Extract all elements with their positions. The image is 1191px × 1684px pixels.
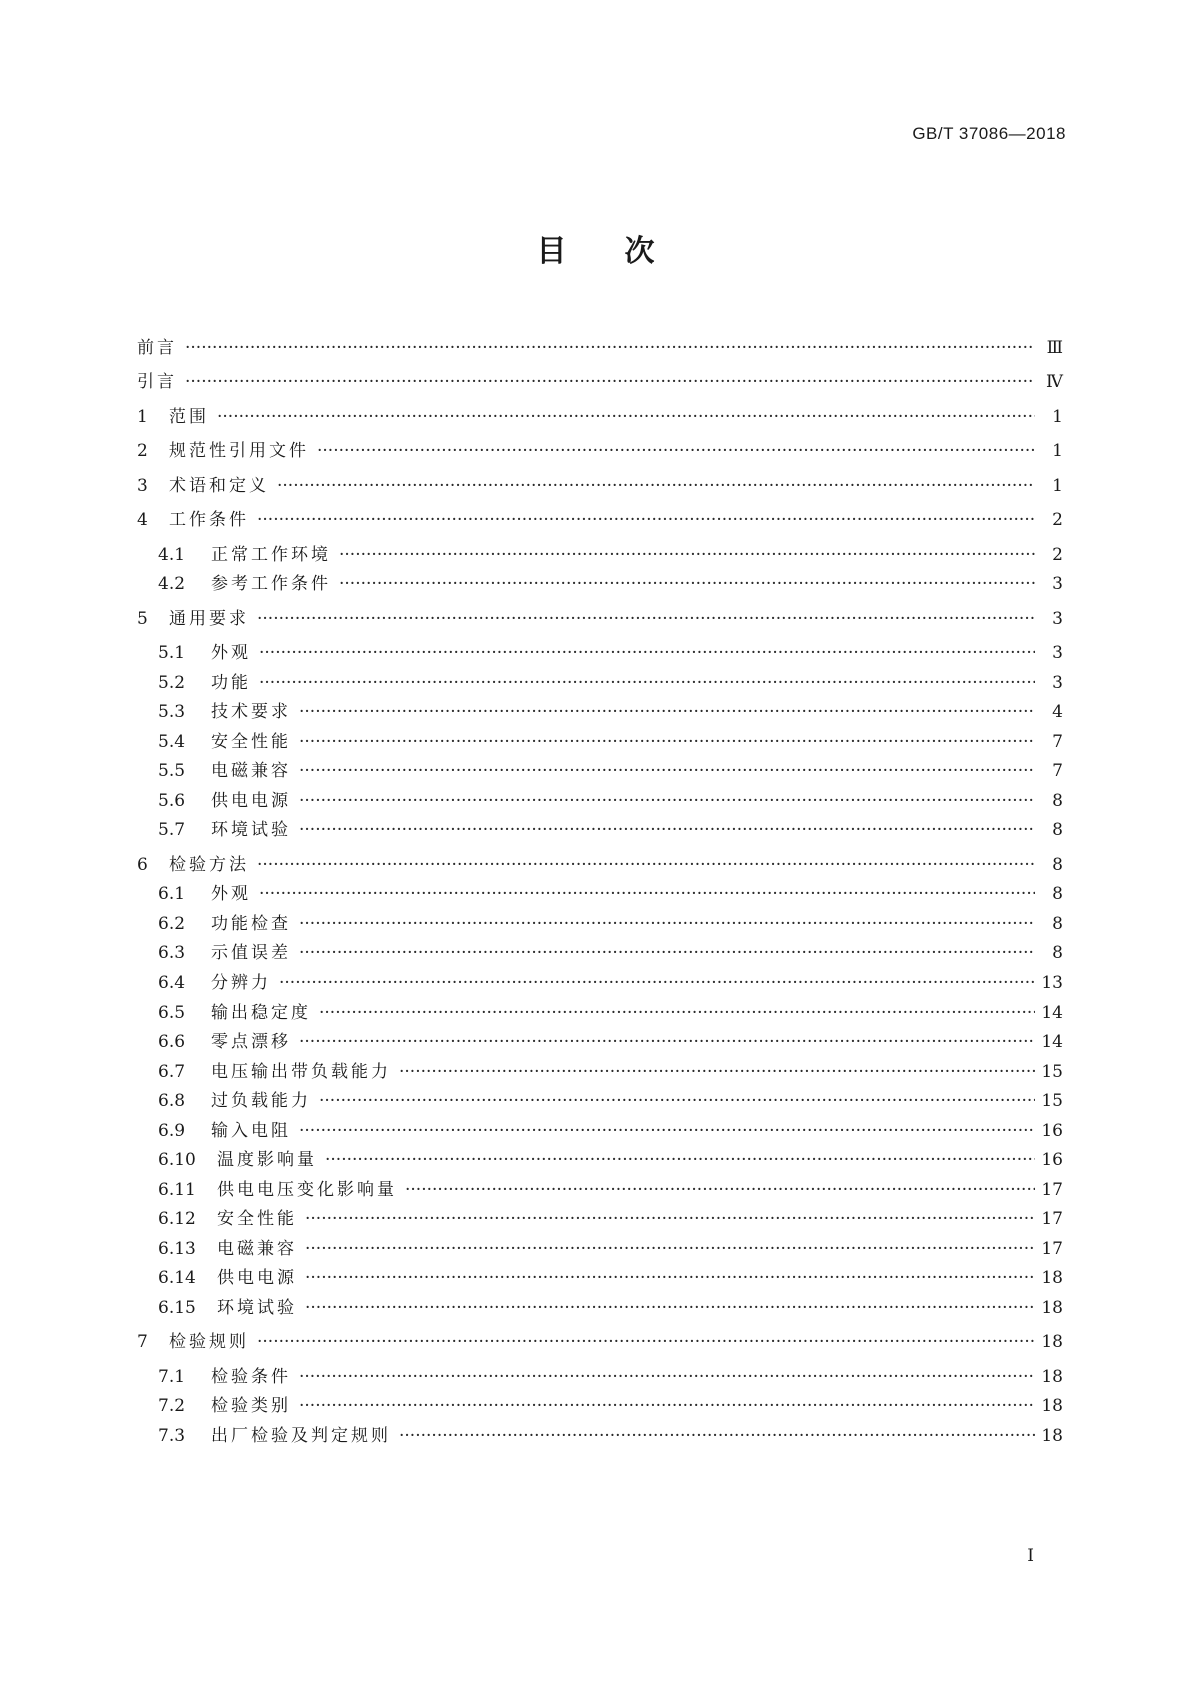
- toc-entry-page: 8: [1052, 914, 1063, 934]
- toc-entry[interactable]: [137, 436, 1063, 466]
- toc-entry-number: 6.10: [158, 1150, 196, 1170]
- toc-dot-leader: [257, 505, 1035, 535]
- toc-entry-number: 6.7: [158, 1062, 186, 1082]
- toc-dot-leader: [299, 1362, 1035, 1392]
- toc-entry-number: 5.7: [158, 820, 186, 840]
- standard-code: GB/T 37086—2018: [912, 124, 1066, 143]
- toc-entry-page: 18: [1041, 1332, 1063, 1352]
- toc-entry-page: 3: [1052, 609, 1063, 629]
- toc-entry-page: 4: [1052, 702, 1063, 722]
- toc-entry-number: 4.2: [158, 574, 186, 594]
- toc-entry[interactable]: [158, 1263, 1063, 1293]
- toc-entry-number: 4: [137, 510, 148, 530]
- toc-entry-number: 7.1: [158, 1367, 186, 1387]
- toc-entry-page: 7: [1052, 732, 1063, 752]
- toc-dot-leader: [277, 471, 1035, 501]
- toc-dot-leader: [257, 604, 1035, 634]
- page-number: I: [1027, 1546, 1034, 1566]
- toc-entry-number: 6.8: [158, 1091, 186, 1111]
- toc-entry-number: 6.12: [158, 1209, 196, 1229]
- toc-entry-number: 5: [137, 609, 148, 629]
- toc-entry-title: 过负载能力: [211, 1091, 311, 1111]
- toc-dot-leader: [257, 1327, 1035, 1357]
- toc-entry-number: 5.2: [158, 673, 186, 693]
- toc-entry-title: 外观: [211, 884, 251, 904]
- toc-entry-title: 电压输出带负载能力: [211, 1062, 391, 1082]
- page-title: 目次: [536, 234, 713, 269]
- toc-dot-leader: [257, 850, 1035, 880]
- toc-entry-number: 6.2: [158, 914, 186, 934]
- toc-entry[interactable]: [158, 668, 1063, 698]
- toc-entry[interactable]: [158, 697, 1063, 727]
- toc-dot-leader: [399, 1057, 1035, 1087]
- toc-entry-title: 检验条件: [211, 1367, 291, 1387]
- toc-dot-leader: [305, 1263, 1035, 1293]
- toc-dot-leader: [299, 815, 1035, 845]
- toc-entry-page: 8: [1052, 943, 1063, 963]
- toc-entry[interactable]: [158, 756, 1063, 786]
- toc-entry-page: Ⅳ: [1046, 372, 1063, 392]
- toc-entry-number: 3: [137, 476, 148, 496]
- toc-entry-page: 8: [1052, 884, 1063, 904]
- toc-entry[interactable]: [158, 1027, 1063, 1057]
- toc-dot-leader: [259, 879, 1035, 909]
- toc-dot-leader: [339, 569, 1035, 599]
- toc-entry[interactable]: [137, 402, 1063, 432]
- toc-entry[interactable]: [158, 879, 1063, 909]
- toc-entry[interactable]: [137, 505, 1063, 535]
- toc-entry-page: 3: [1052, 673, 1063, 693]
- toc-dot-leader: [299, 697, 1035, 727]
- toc-entry-title: 安全性能: [211, 732, 291, 752]
- toc-entry[interactable]: [158, 1145, 1063, 1175]
- toc-dot-leader: [259, 638, 1035, 668]
- toc-entry-title: 分辨力: [211, 973, 271, 993]
- toc-entry[interactable]: [158, 786, 1063, 816]
- toc-dot-leader: [319, 998, 1035, 1028]
- toc-entry[interactable]: [158, 1057, 1063, 1087]
- toc-entry[interactable]: [137, 367, 1063, 397]
- toc-entry-page: 2: [1052, 545, 1063, 565]
- toc-dot-leader: [299, 756, 1035, 786]
- toc-entry-title: 引言: [137, 372, 177, 392]
- toc-entry[interactable]: [158, 569, 1063, 599]
- toc-entry[interactable]: [158, 540, 1063, 570]
- toc-entry-title: 温度影响量: [217, 1150, 317, 1170]
- toc-entry-number: 7.3: [158, 1426, 186, 1446]
- toc-entry-number: 6.9: [158, 1121, 186, 1141]
- toc-entry-page: 3: [1052, 574, 1063, 594]
- toc-entry[interactable]: [158, 909, 1063, 939]
- toc-entry[interactable]: [137, 850, 1063, 880]
- toc-entry-page: 8: [1052, 820, 1063, 840]
- toc-entry-title: 出厂检验及判定规则: [211, 1426, 391, 1446]
- toc-entry-title: 功能: [211, 673, 251, 693]
- toc-entry-title: 输入电阻: [211, 1121, 291, 1141]
- toc-dot-leader: [299, 1391, 1035, 1421]
- toc-dot-leader: [305, 1234, 1035, 1264]
- toc-entry-title: 安全性能: [217, 1209, 297, 1229]
- toc-entry-page: 17: [1041, 1209, 1063, 1229]
- toc-entry-number: 2: [137, 441, 148, 461]
- toc-entry-title: 检验类别: [211, 1396, 291, 1416]
- toc-entry-number: 5.6: [158, 791, 186, 811]
- toc-dot-leader: [217, 402, 1035, 432]
- toc-entry-title: 范围: [169, 407, 209, 427]
- toc-entry[interactable]: [158, 938, 1063, 968]
- toc-dot-leader: [317, 436, 1035, 466]
- toc-entry-page: 15: [1041, 1062, 1063, 1082]
- toc-entry-title: 前言: [137, 338, 177, 358]
- toc-dot-leader: [185, 333, 1035, 363]
- toc-entry-page: 17: [1041, 1180, 1063, 1200]
- toc-entry-page: 16: [1041, 1150, 1063, 1170]
- toc-dot-leader: [399, 1421, 1035, 1451]
- toc-entry[interactable]: [158, 1293, 1063, 1323]
- toc-entry-number: 5.3: [158, 702, 186, 722]
- toc-entry-title: 参考工作条件: [211, 574, 331, 594]
- toc-entry[interactable]: [158, 727, 1063, 757]
- toc-entry[interactable]: [158, 968, 1063, 998]
- toc-entry-title: 技术要求: [211, 702, 291, 722]
- toc-entry-title: 供电电压变化影响量: [217, 1180, 397, 1200]
- toc-entry-number: 6.13: [158, 1239, 196, 1259]
- toc-entry-page: 1: [1052, 441, 1063, 461]
- toc-entry-page: 14: [1041, 1032, 1063, 1052]
- toc-dot-leader: [305, 1204, 1035, 1234]
- toc-entry-page: 2: [1052, 510, 1063, 530]
- toc-entry-title: 工作条件: [169, 510, 249, 530]
- toc-entry-number: 6.4: [158, 973, 186, 993]
- toc-entry-title: 功能检查: [211, 914, 291, 934]
- toc-entry[interactable]: [158, 1175, 1063, 1205]
- toc-entry-page: 1: [1052, 476, 1063, 496]
- toc-entry-number: 5.4: [158, 732, 186, 752]
- toc-entry-number: 6.1: [158, 884, 186, 904]
- toc-dot-leader: [279, 968, 1035, 998]
- toc-entry[interactable]: [158, 1116, 1063, 1146]
- toc-entry-page: 18: [1041, 1367, 1063, 1387]
- toc-entry[interactable]: [158, 1234, 1063, 1264]
- toc-entry[interactable]: [137, 604, 1063, 634]
- toc-entry-number: 6.14: [158, 1268, 196, 1288]
- toc-entry-number: 1: [137, 407, 148, 427]
- toc-entry-page: 8: [1052, 791, 1063, 811]
- toc-entry-title: 电磁兼容: [211, 761, 291, 781]
- toc-dot-leader: [299, 909, 1035, 939]
- toc-entry-number: 7.2: [158, 1396, 186, 1416]
- toc-entry[interactable]: [158, 1421, 1063, 1451]
- toc-entry-number: 5.5: [158, 761, 186, 781]
- toc-entry-title: 术语和定义: [169, 476, 269, 496]
- toc-entry-page: Ⅲ: [1046, 338, 1063, 358]
- toc-entry-title: 检验规则: [169, 1332, 249, 1352]
- toc-dot-leader: [299, 727, 1035, 757]
- toc-entry-title: 通用要求: [169, 609, 249, 629]
- toc-entry-page: 18: [1041, 1268, 1063, 1288]
- toc-dot-leader: [305, 1293, 1035, 1323]
- toc-entry-page: 15: [1041, 1091, 1063, 1111]
- toc-entry-number: 6.11: [158, 1180, 196, 1200]
- toc-entry-number: 4.1: [158, 545, 186, 565]
- toc-entry-title: 规范性引用文件: [169, 441, 309, 461]
- toc-entry[interactable]: [158, 1204, 1063, 1234]
- toc-entry-title: 正常工作环境: [211, 545, 331, 565]
- toc-dot-leader: [405, 1175, 1035, 1205]
- toc-entry-title: 输出稳定度: [211, 1003, 311, 1023]
- toc-entry-title: 外观: [211, 643, 251, 663]
- toc-entry-number: 6: [137, 855, 148, 875]
- toc-entry[interactable]: [158, 1362, 1063, 1392]
- toc-entry[interactable]: [158, 998, 1063, 1028]
- toc-entry[interactable]: [158, 1086, 1063, 1116]
- toc-entry-page: 8: [1052, 855, 1063, 875]
- toc-entry-page: 7: [1052, 761, 1063, 781]
- toc-dot-leader: [299, 1116, 1035, 1146]
- toc-dot-leader: [325, 1145, 1035, 1175]
- toc-entry-title: 零点漂移: [211, 1032, 291, 1052]
- toc-entry-title: 检验方法: [169, 855, 249, 875]
- toc-entry-title: 电磁兼容: [217, 1239, 297, 1259]
- toc-dot-leader: [339, 540, 1035, 570]
- toc-entry-page: 18: [1041, 1396, 1063, 1416]
- toc-entry-number: 7: [137, 1332, 148, 1352]
- toc-entry-title: 供电电源: [217, 1268, 297, 1288]
- toc-entry-number: 6.6: [158, 1032, 186, 1052]
- toc-entry-number: 6.15: [158, 1298, 196, 1318]
- toc-dot-leader: [319, 1086, 1035, 1116]
- toc-entry[interactable]: [137, 1327, 1063, 1357]
- toc-entry-page: 16: [1041, 1121, 1063, 1141]
- toc-entry[interactable]: [137, 333, 1063, 363]
- toc-dot-leader: [299, 1027, 1035, 1057]
- toc-entry[interactable]: [137, 471, 1063, 501]
- toc-entry-number: 5.1: [158, 643, 186, 663]
- toc-entry-page: 3: [1052, 643, 1063, 663]
- toc-entry-page: 17: [1041, 1239, 1063, 1259]
- toc-entry[interactable]: [158, 815, 1063, 845]
- toc-entry-title: 环境试验: [217, 1298, 297, 1318]
- toc-entry-page: 18: [1041, 1298, 1063, 1318]
- toc-dot-leader: [299, 938, 1035, 968]
- toc-entry-title: 环境试验: [211, 820, 291, 840]
- toc-entry-title: 供电电源: [211, 791, 291, 811]
- toc-entry-page: 1: [1052, 407, 1063, 427]
- toc-dot-leader: [185, 367, 1035, 397]
- toc-entry-number: 6.3: [158, 943, 186, 963]
- toc-entry[interactable]: [158, 1391, 1063, 1421]
- toc-dot-leader: [259, 668, 1035, 698]
- toc-entry-title: 示值误差: [211, 943, 291, 963]
- toc-entry-page: 18: [1041, 1426, 1063, 1446]
- toc-dot-leader: [299, 786, 1035, 816]
- toc-entry-number: 6.5: [158, 1003, 186, 1023]
- toc-entry-page: 13: [1041, 973, 1063, 993]
- toc-entry[interactable]: [158, 638, 1063, 668]
- toc-entry-page: 14: [1041, 1003, 1063, 1023]
